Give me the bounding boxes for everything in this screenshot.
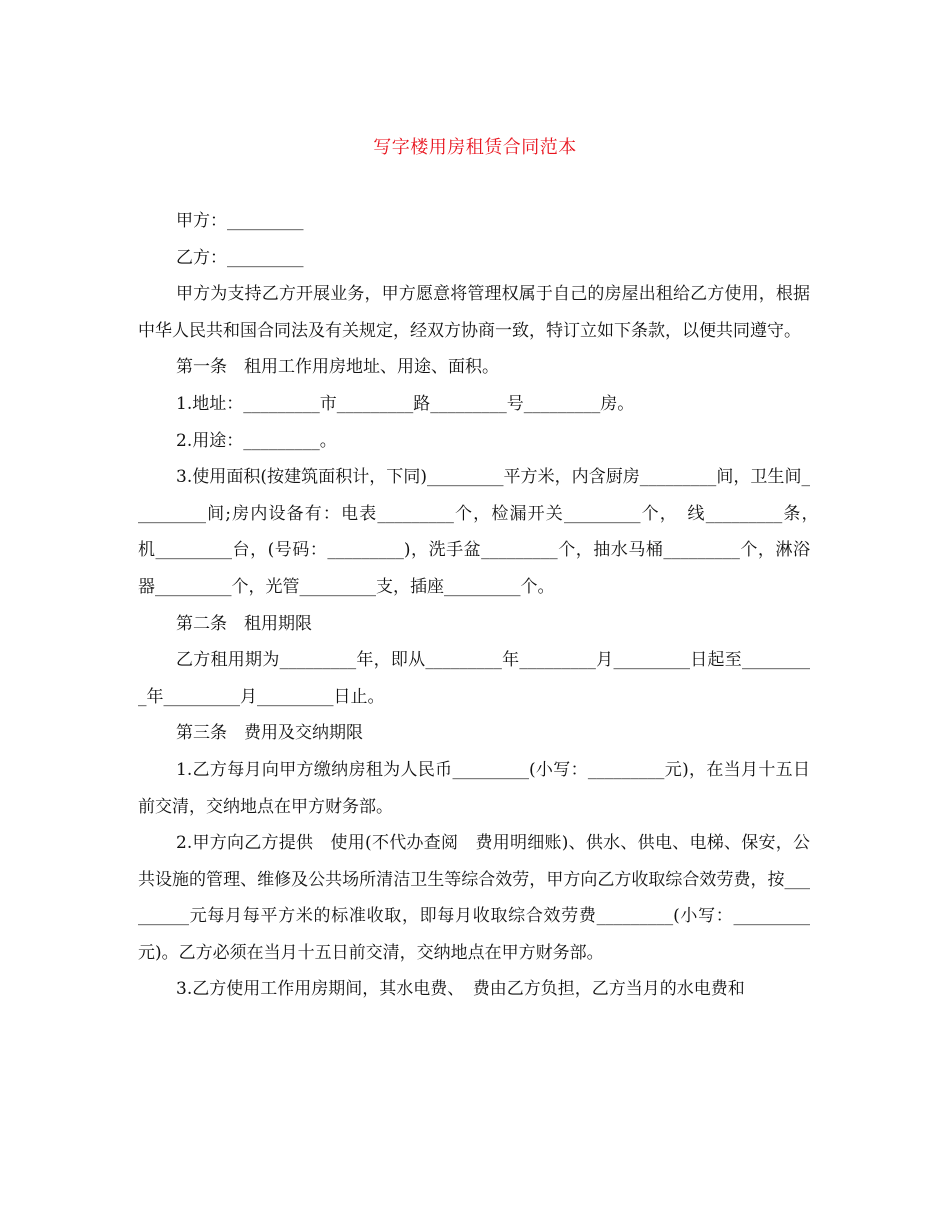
article-1-heading: 第一条 租用工作用房地址、用途、面积。: [176, 357, 499, 378]
article-3-service-fee: 2.甲方向乙方提供 使用(不代办查阅 费用明细账)、供水、供电、电梯、保安，公共设施的管理、维修及公共场所清洁卫生等综合效劳，甲方向乙方收取综合效劳费，按_________元每月每平方米的标准收取，即每月收取综合效劳费_________(小写：_________元)。乙方必须在当月十五日前交清，交纳地点在甲方财务部。: [138, 833, 810, 963]
article-2-term: 乙方租用期为_________年，即从_________年_________月_________日起至_________年_________月_________日止。: [138, 650, 810, 707]
party-a-line: 甲方：_________: [176, 211, 304, 231]
article-1-area-equipment: 3.使用面积(按建筑面积计，下同)_________平方米，内含厨房_________间，卫生间_________间;房内设备有：电表_________个，检漏开关_________个， 线_________条， 机_________台，(号码：_________)，洗手盆_________个，抽水马桶_________个，淋浴器_________个，光管_________支，插座_________个。: [138, 467, 827, 597]
article-1-purpose: 2.用途：_________。: [176, 430, 337, 451]
document-body: [138, 203, 827, 1008]
article-3-rent: 1.乙方每月向甲方缴纳房租为人民币_________(小写：_________元)，在当月十五日前交清，交纳地点在甲方财务部。: [138, 759, 810, 817]
article-1-address: 1.地址：_________市_________路_________号_________房。: [176, 393, 635, 414]
party-b-line: 乙方：_________: [176, 247, 304, 268]
article-2-heading: 第二条 租用期限: [176, 613, 312, 634]
article-3-utilities: 3.乙方使用工作用房期间，其水电费、 费由乙方负担，乙方当月的水电费和: [176, 979, 745, 1000]
article-3-heading: 第三条 费用及交纳期限: [176, 723, 363, 744]
document-title: 写字楼用房租赁合同范本: [373, 137, 577, 158]
preamble-paragraph: 甲方为支持乙方开展业务，甲方愿意将管理权属于自己的房屋出租给乙方使用，根据中华人民共和国合同法及有关规定，经双方协商一致，特订立如下条款，以便共同遵守。: [138, 284, 810, 341]
